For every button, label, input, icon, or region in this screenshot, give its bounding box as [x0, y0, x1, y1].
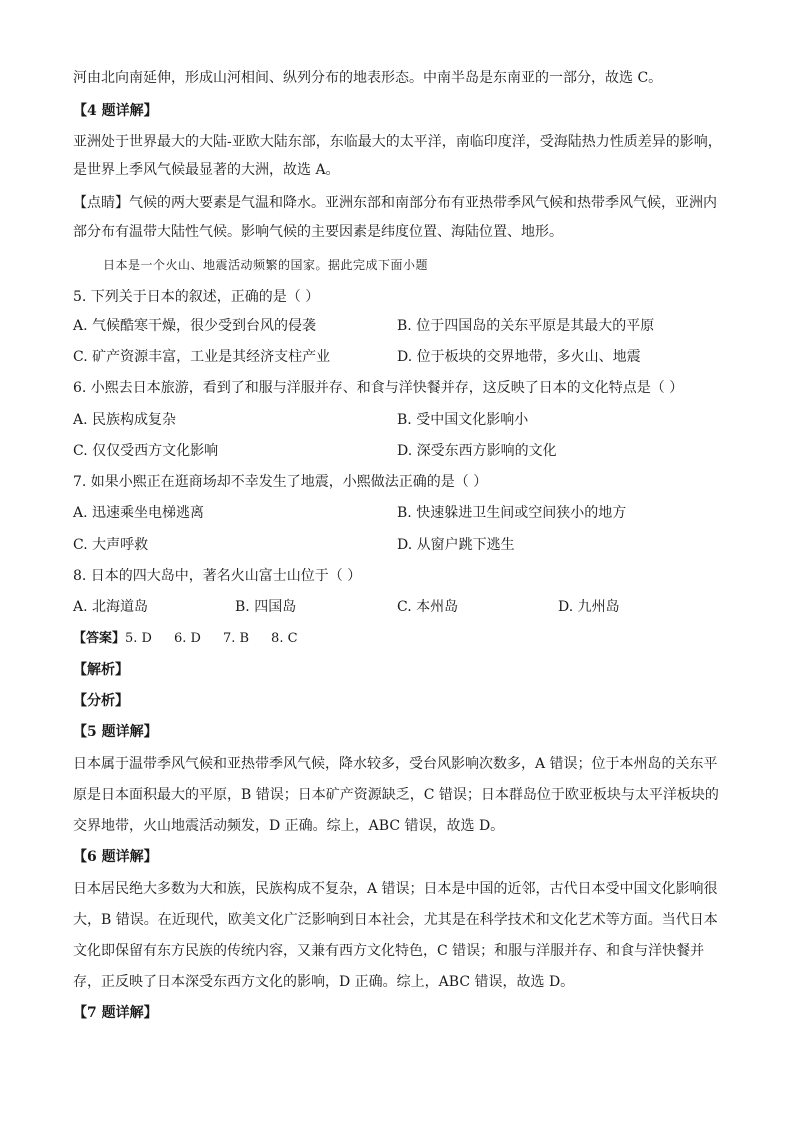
question-8-stem: 8. 日本的四大岛中，著名火山富士山位于（ ） — [73, 568, 362, 584]
answer-item: 6. D — [173, 631, 201, 646]
q8-option-d: D. 九州岛 — [558, 599, 620, 615]
q6-detail-text: 存，正反映了日本深受东西方文化的影响，D 正确。综上，ABC 错误，故选 D。 — [73, 974, 575, 990]
question-6-stem: 6. 小熙去日本旅游，看到了和服与洋服并存、和食与洋快餐并存，这反映了日本的文化特点是（ ） — [73, 380, 684, 396]
paragraph-continuation: 河由北向南延伸，形成山河相间、纵列分布的地表形态。中南半岛是东南亚的一部分，故选 C。 — [73, 70, 663, 86]
answer-label: 【答案】 — [73, 631, 126, 646]
q4-detail-text: 是世界上季风气候最显著的大洲，故选 A。 — [73, 162, 340, 178]
q8-option-b: B. 四国岛 — [235, 599, 297, 615]
q6-option-c: C. 仅仅受西方文化影响 — [73, 443, 219, 459]
q4-detail-text: 亚洲处于世界最大的大陆-亚欧大陆东部，东临最大的太平洋，南临印度洋，受海陆热力性质差异的影响， — [73, 134, 722, 150]
q5-detail-text: 日本属于温带季风气候和亚热带季风气候，降水较多，受台风影响次数多，A 错误；位于本州岛的关东平 — [73, 756, 718, 772]
q5-detail-text: 交界地带，火山地震活动频发，D 正确。综上，ABC 错误，故选 D。 — [73, 818, 505, 834]
q5-option-b: B. 位于四国岛的关东平原是其最大的平原 — [397, 318, 655, 334]
answer-item: 8. C — [271, 631, 298, 646]
q5-detail-text: 原是日本面积最大的平原，B 错误；日本矿产资源缺乏，C 错误；日本群岛位于欧亚板块与太平洋板块的 — [73, 787, 719, 803]
key-point-text: 部分布有温带大陆性气候。影响气候的主要因素是纬度位置、海陆位置、地形。 — [73, 224, 563, 240]
q8-option-c: C. 本州岛 — [397, 599, 459, 615]
q7-option-a: A. 迅速乘坐电梯逃离 — [73, 505, 205, 521]
q5-option-c: C. 矿产资源丰富，工业是其经济支柱产业 — [73, 349, 331, 365]
q6-detail-heading: 【6 题详解】 — [73, 849, 158, 865]
q5-option-a: A. 气候酷寒干燥，很少受到台风的侵袭 — [73, 318, 317, 334]
question-5-stem: 5. 下列关于日本的叙述，正确的是（ ） — [73, 289, 320, 305]
analysis-heading: 【解析】 — [73, 662, 129, 678]
analysis-subheading: 【分析】 — [73, 693, 129, 709]
q7-detail-heading: 【7 题详解】 — [73, 1005, 158, 1021]
q6-option-b: B. 受中国文化影响小 — [397, 412, 529, 428]
q6-option-a: A. 民族构成复杂 — [73, 412, 177, 428]
q7-option-c: C. 大声呼救 — [73, 537, 149, 553]
q5-option-d: D. 位于板块的交界地带，多火山、地震 — [397, 349, 641, 365]
q7-option-b: B. 快速躲进卫生间或空间狭小的地方 — [397, 505, 627, 521]
question-group-intro: 日本是一个火山、地震活动频繁的国家。据此完成下面小题 — [103, 258, 429, 272]
question-7-stem: 7. 如果小熙正在逛商场却不幸发生了地震，小熙做法正确的是（ ） — [73, 474, 488, 490]
q8-option-a: A. 北海道岛 — [73, 599, 149, 615]
answer-item: 5. D — [125, 631, 152, 646]
key-point-text: 【点睛】气候的两大要素是气温和降水。亚洲东部和南部分布有亚热带季风气候和热带季风气候，亚洲内 — [73, 195, 717, 211]
answer-line — [73, 629, 723, 649]
q6-option-d: D. 深受东西方影响的文化 — [397, 443, 557, 459]
q6-detail-text: 日本居民绝大多数为大和族，民族构成不复杂，A 错误；日本是中国的近邻，古代日本受中国文化影响很 — [73, 881, 718, 897]
answer-item: 7. B — [222, 631, 250, 646]
q5-detail-heading: 【5 题详解】 — [73, 724, 158, 740]
q6-detail-text: 大，B 错误。在近现代，欧美文化广泛影响到日本社会，尤其是在科学技术和文化艺术等方面。当代日本 — [73, 912, 718, 928]
q6-detail-text: 文化即保留有东方民族的传统内容，又兼有西方文化特色，C 错误；和服与洋服并存、和食与洋快餐并 — [73, 943, 705, 959]
q4-detail-heading: 【4 题详解】 — [73, 103, 158, 119]
q7-option-d: D. 从窗户跳下逃生 — [397, 537, 515, 553]
